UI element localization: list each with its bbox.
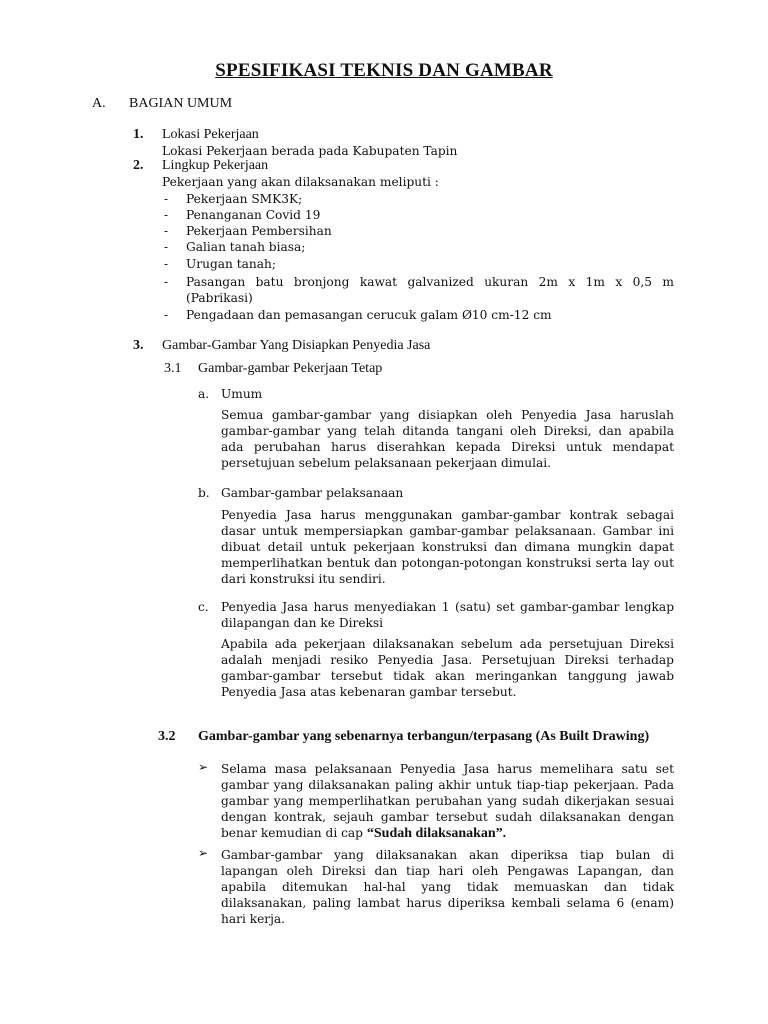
list-item: Pengadaan dan pemasangan cerucuk galam Ø10 cm-12 cm bbox=[186, 308, 552, 322]
list-bullet: - bbox=[164, 308, 169, 322]
list-item: Pekerjaan Pembersihan bbox=[186, 224, 332, 238]
list-bullet: - bbox=[164, 275, 169, 289]
item-b-paragraph: Penyedia Jasa harus menggunakan gambar-gambar kontrak sebagai dasar untuk mempersiapkan gambar-gambar pelaksanaan. Gambar ini dibuat detail untuk pekerjaan konstruksi dan dimana mungkin dapat memperlihatkan bentuk dan potongan-potongan konstruksi serta lay out dari konstruksi itu sendiri. bbox=[221, 508, 674, 586]
item-c-marker: c. bbox=[198, 600, 209, 614]
section-a-label: BAGIAN UMUM bbox=[129, 96, 233, 111]
list-item: Pasangan batu bronjong kawat galvanized ukuran 2m x 1m x 0,5 m bbox=[186, 275, 674, 289]
list-item: Galian tanah biasa; bbox=[186, 240, 306, 254]
document-title: SPESIFIKASI TEKNIS DAN GAMBAR bbox=[215, 60, 553, 81]
list-bullet: - bbox=[164, 257, 169, 271]
paragraph-as-built-2: Gambar-gambar yang dilaksanakan akan diperiksa tiap bulan di lapangan oleh Direksi dan tiap hari oleh Pengawas Lapangan, dan apabila ditemukan hal-hal yang tidak memuaskan dan tidak dilaksanakan, paling lambat harus diperiksa kembali selama 6 (enam) hari kerja. bbox=[221, 848, 674, 926]
item-1-heading: Lokasi Pekerjaan bbox=[162, 127, 259, 142]
item-c-paragraph: Apabila ada pekerjaan dilaksanakan sebelum ada persetujuan Direksi adalah menjadi resiko Penyedia Jasa. Persetujuan Direksi terhadap gambar-gambar tersebut tidak akan meringankan tanggung jawab Penyedia Jasa atas kebenaran gambar tersebut. bbox=[221, 637, 674, 699]
list-item-continuation: (Pabrikasi) bbox=[186, 291, 253, 305]
item-a-label: Umum bbox=[221, 387, 263, 401]
item-b-marker: b. bbox=[198, 486, 210, 500]
item-1-text: Lokasi Pekerjaan berada pada Kabupaten Tapin bbox=[162, 144, 458, 158]
subsection-3-2-number: 3.2 bbox=[158, 729, 176, 744]
list-bullet: - bbox=[164, 208, 169, 222]
arrow-bullet-icon: ➢ bbox=[198, 846, 209, 860]
item-a-paragraph: Semua gambar-gambar yang disiapkan oleh Penyedia Jasa haruslah gambar-gambar yang telah ditanda tangani oleh Direksi, dan apabila ada perubahan harus diserahkan kepada Direksi untuk mendapat persetujuan sebelum pelaksanaan pekerjaan dimulai. bbox=[221, 408, 674, 470]
item-2-intro: Pekerjaan yang akan dilaksanakan meliputi : bbox=[162, 175, 439, 189]
arrow-bullet-icon: ➢ bbox=[198, 760, 209, 774]
item-3-number: 3. bbox=[133, 338, 144, 353]
paragraph-as-built-1-text: Selama masa pelaksanaan Penyedia Jasa harus memelihara satu set gambar yang dilaksanakan paling akhir untuk tiap-tiap pekerjaan. Pada gambar yang memperlihatkan perubahan yang sudah dikerjakan sesuai dengan kontrak, sejauh gambar tersebut sudah dilaksanakan dengan benar kemudian di cap bbox=[221, 762, 674, 840]
subsection-3-1-number: 3.1 bbox=[164, 361, 182, 376]
item-2-number: 2. bbox=[133, 158, 144, 173]
paragraph-as-built-1 bbox=[221, 761, 674, 842]
item-2-heading: Lingkup Pekerjaan bbox=[162, 158, 269, 173]
subsection-3-2-heading: Gambar-gambar yang sebenarnya terbangun/terpasang (As Built Drawing) bbox=[198, 729, 650, 744]
list-item: Penanganan Covid 19 bbox=[186, 208, 321, 222]
list-bullet: - bbox=[164, 240, 169, 254]
subsection-3-1-heading: Gambar-gambar Pekerjaan Tetap bbox=[198, 361, 383, 376]
item-a-marker: a. bbox=[198, 387, 210, 401]
stamp-phrase: “Sudah dilaksanakan”. bbox=[366, 826, 507, 841]
item-1-number: 1. bbox=[133, 127, 144, 142]
list-bullet: - bbox=[164, 224, 169, 238]
item-c-label: Penyedia Jasa harus menyediakan 1 (satu) set gambar-gambar lengkap dilapangan dan ke Direksi bbox=[221, 600, 674, 630]
list-bullet: - bbox=[164, 192, 169, 206]
item-b-label: Gambar-gambar pelaksanaan bbox=[221, 486, 404, 500]
item-3-heading: Gambar-Gambar Yang Disiapkan Penyedia Jasa bbox=[162, 338, 431, 353]
section-a-marker: A. bbox=[92, 96, 106, 111]
list-item: Urugan tanah; bbox=[186, 257, 276, 271]
list-item: Pekerjaan SMK3K; bbox=[186, 192, 303, 206]
